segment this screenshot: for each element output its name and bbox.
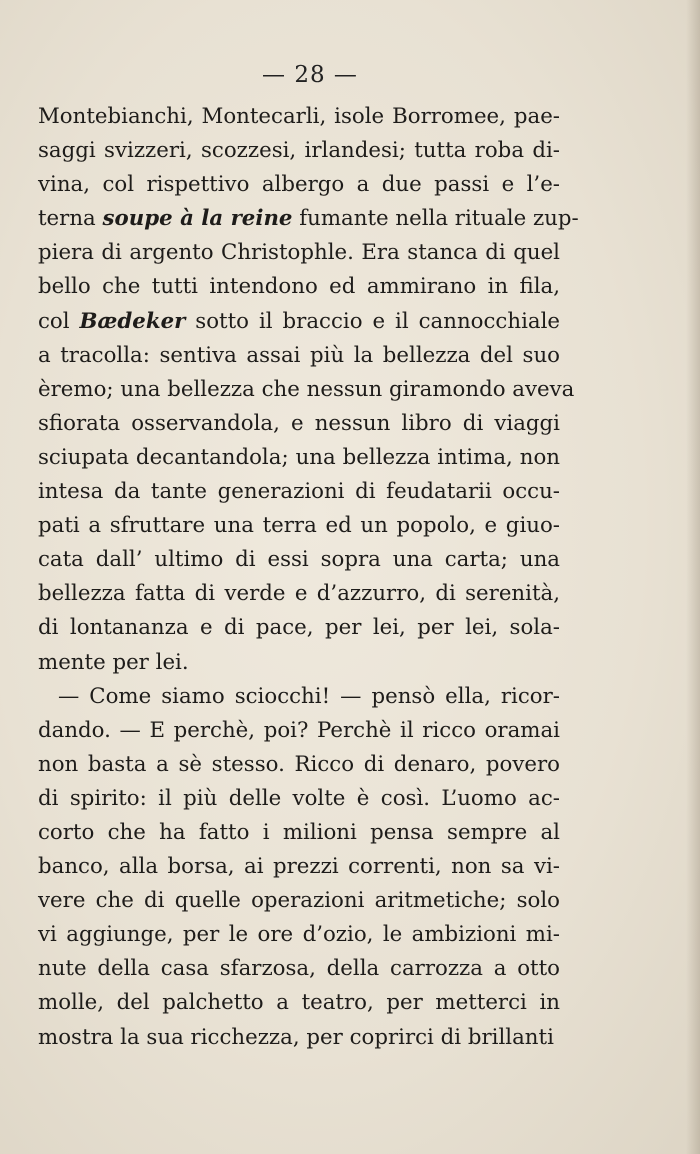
text-segment: terna — [38, 206, 103, 232]
text-line — [38, 236, 560, 270]
text-segment: molle, del palchetto a teatro, per metterci in — [38, 990, 560, 1016]
text-line — [38, 577, 560, 611]
text-line — [38, 134, 560, 168]
text-segment: vere che di quelle operazioni aritmetiche; solo — [38, 888, 560, 914]
body-text — [38, 100, 579, 1055]
text-segment: pati a sfruttare una terra ed un popolo, e giuo- — [38, 513, 560, 539]
text-line — [38, 100, 560, 134]
text-segment: mostra la sua ricchezza, per coprirci di brillanti — [38, 1024, 554, 1050]
text-line — [38, 509, 560, 543]
text-segment: fumante nella rituale zup- — [292, 206, 579, 232]
text-segment: sfiorata osservandola, e nessun libro di viaggi — [38, 410, 560, 436]
text-segment: col — [38, 308, 80, 334]
text-segment: corto che ha fatto i milioni pensa sempre al — [38, 819, 560, 845]
text-line — [38, 952, 560, 986]
text-segment: dando. — E perchè, poi? Perchè il ricco oramai — [38, 717, 560, 743]
text-segment: piera di argento Christophle. Era stanca di quel — [38, 240, 560, 266]
page-number: — 28 — — [262, 62, 358, 88]
text-segment: intesa da tante generazioni di feudatarii occu- — [38, 479, 560, 505]
text-segment: vina, col rispettivo albergo a due passi e l’e- — [38, 172, 560, 198]
text-segment: sciupata decantandola; una bellezza intima, non — [38, 444, 560, 470]
text-segment: Montebianchi, Montecarli, isole Borromee, pae- — [38, 104, 560, 129]
text-segment: — Come siamo sciocchi! — pensò ella, ricor- — [58, 683, 560, 709]
text-segment: cata dall’ ultimo di essi sopra una carta; una — [38, 547, 560, 573]
text-line — [38, 680, 560, 714]
text-segment: bello che tutti intendono ed ammirano in fila, — [38, 274, 560, 300]
text-line — [38, 168, 560, 202]
text-line — [38, 441, 560, 475]
text-line — [38, 475, 560, 509]
text-segment: saggi svizzeri, scozzesi, irlandesi; tutta roba di- — [38, 138, 560, 164]
text-line — [38, 373, 575, 407]
text-segment: di lontananza e di pace, per lei, per lei, sola- — [38, 615, 560, 641]
text-line — [38, 646, 560, 680]
text-line — [38, 1021, 560, 1055]
page-edge-shadow — [686, 0, 700, 1154]
text-line — [38, 407, 560, 441]
text-line — [38, 884, 560, 918]
text-line — [38, 611, 560, 645]
text-line — [38, 782, 560, 816]
italic-phrase: soupe à la reine — [102, 206, 293, 232]
text-segment: di spirito: il più delle volte è così. L’uomo ac- — [38, 785, 560, 811]
text-line — [38, 305, 560, 339]
text-line — [38, 202, 579, 236]
text-line — [38, 986, 560, 1020]
text-line — [38, 339, 560, 373]
text-line — [38, 714, 560, 748]
text-segment: non basta a sè stesso. Ricco di denaro, povero — [38, 751, 560, 777]
text-segment: vi aggiunge, per le ore d’ozio, le ambizioni mi- — [38, 922, 560, 948]
text-line — [38, 270, 560, 304]
italic-phrase: Bædeker — [79, 308, 186, 334]
text-segment: a tracolla: sentiva assai più la bellezza del suo — [38, 342, 560, 368]
text-line — [38, 543, 560, 577]
text-segment: banco, alla borsa, ai prezzi correnti, non sa vi- — [38, 854, 560, 880]
text-segment: sotto il braccio e il cannocchiale — [185, 308, 560, 334]
text-line — [38, 850, 560, 884]
text-segment: mente per lei. — [38, 649, 189, 675]
text-line — [38, 816, 560, 850]
text-segment: nute della casa sfarzosa, della carrozza a otto — [38, 956, 560, 982]
text-segment: èremo; una bellezza che nessun giramondo aveva — [38, 376, 575, 402]
text-line — [38, 748, 560, 782]
text-line — [38, 918, 560, 952]
text-segment: bellezza fatta di verde e d’azzurro, di serenità, — [38, 581, 560, 607]
